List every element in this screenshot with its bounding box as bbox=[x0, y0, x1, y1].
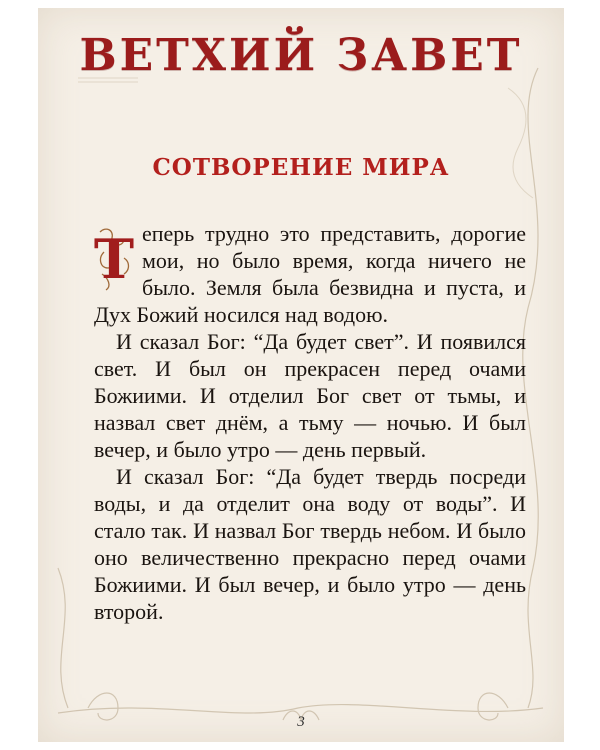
book-page bbox=[38, 8, 564, 742]
paragraph-3: И сказал Бог: “Да будет твердь посреди воды, и да отделит она воду от воды”. И стало так. И назвал Бог твердь небом. И было оно величественно прекрасно перед очами Божиими. И был вечер, и было утро — день второй. bbox=[94, 464, 526, 624]
page-title: ВЕТХИЙ ЗАВЕТ bbox=[79, 30, 523, 81]
paragraph-1-text: еперь трудно это представить, дорогие мои, но было время, когда ничего не было. Земля была безвидна и пуста, и Дух Божий носился над водою. bbox=[94, 221, 526, 327]
page-number: 3 bbox=[297, 714, 305, 730]
dropcap-letter: Т bbox=[94, 227, 134, 291]
dropcap-letter-ornament bbox=[94, 222, 134, 292]
body-text bbox=[94, 220, 526, 625]
paragraph-1 bbox=[94, 220, 526, 328]
section-title: СОТВОРЕНИЕ МИРА bbox=[152, 154, 450, 181]
paragraph-2: И сказал Бог: “Да будет свет”. И появился свет. И был он прекрасен перед очами Божиими. И отделил Бог свет от тьмы, и назвал свет днём, а тьму — ночью. И был вечер, и было утро — день первый. bbox=[94, 329, 526, 462]
